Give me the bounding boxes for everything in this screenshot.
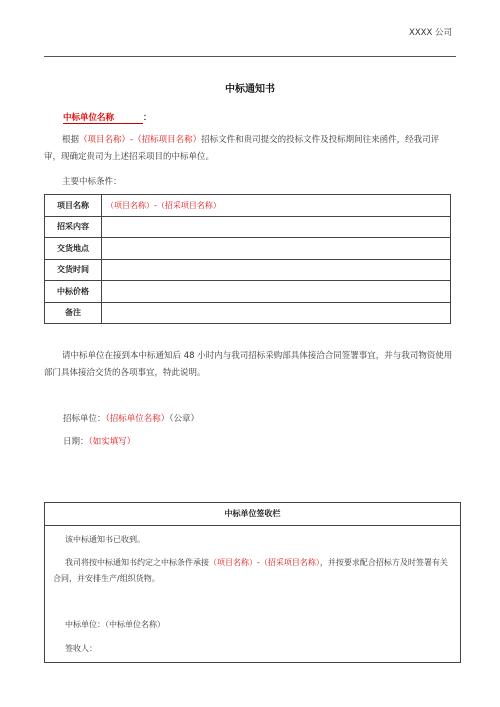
addressee-line <box>63 111 152 124</box>
addressee-name: 中标单位名称 <box>63 111 143 124</box>
date-label: 日期： <box>63 437 89 447</box>
row-value <box>102 238 451 260</box>
row-label: 项目名称 <box>45 195 102 217</box>
receipt-line-2 <box>53 555 452 587</box>
row-value <box>102 216 451 238</box>
row-label: 招采内容 <box>45 216 102 238</box>
table-row <box>45 195 451 217</box>
row-label: 交货时间 <box>45 259 102 281</box>
header-divider <box>44 56 456 57</box>
table-row <box>45 238 451 260</box>
seal-note: （公章） <box>169 414 200 424</box>
row-value <box>102 281 451 303</box>
receipt-project-name: （项目名称）-（招采项目名称） <box>209 558 320 567</box>
receipt-box <box>44 502 461 663</box>
conditions-label: 主要中标条件： <box>62 177 122 187</box>
date-value: （如实填写） <box>88 437 136 447</box>
document-title: 中标通知书 <box>225 84 275 95</box>
issuer-name: （招标单位名称） <box>105 414 170 424</box>
row-value: （项目名称）-（招采项目名称） <box>102 195 451 217</box>
table-row <box>45 281 451 303</box>
receipt-signer: 签收人： <box>65 644 97 653</box>
row-value <box>102 302 451 324</box>
company-name: XXXX 公司 <box>409 28 452 38</box>
conditions-table <box>44 194 451 324</box>
intro-text-1: 根据 <box>62 135 80 145</box>
receipt-text-2: ，并按要求配合招标方及时签署有关合同，并安排生产/组织货物。 <box>53 558 448 583</box>
table-row <box>45 259 451 281</box>
row-value <box>102 259 451 281</box>
intro-text-2: 招标文件和贵司提交的投标文件及投标期间往来函件，经我司评审，现确定贵司为上述招采项目的中标单位。 <box>44 135 440 162</box>
intro-project-name: （项目名称）-（招标项目名称） <box>79 135 202 145</box>
date-line <box>63 435 135 447</box>
notice-paragraph: 请中标单位在接到本中标通知后 48 小时内与我司招标采购部具体接洽合同签署事宜，并与我司物资使用部门具体接洽交货的各项事宜，特此说明。 <box>44 351 453 378</box>
table-row <box>45 302 451 324</box>
table-row <box>45 216 451 238</box>
issuer-label: 招标单位： <box>63 414 106 424</box>
row-label: 备注 <box>45 302 102 324</box>
receipt-text-1: 我司将按中标通知书约定之中标条件承接 <box>65 558 209 567</box>
row-label: 交货地点 <box>45 238 102 260</box>
addressee-colon: ： <box>143 113 152 123</box>
issuer-line <box>63 412 199 424</box>
row-label: 中标价格 <box>45 281 102 303</box>
receipt-unit: 中标单位：（中标单位名称） <box>65 620 165 629</box>
intro-paragraph <box>44 132 456 166</box>
receipt-title: 中标单位签收栏 <box>45 503 460 526</box>
receipt-line-1: 该中标通知书已收到。 <box>65 535 145 544</box>
